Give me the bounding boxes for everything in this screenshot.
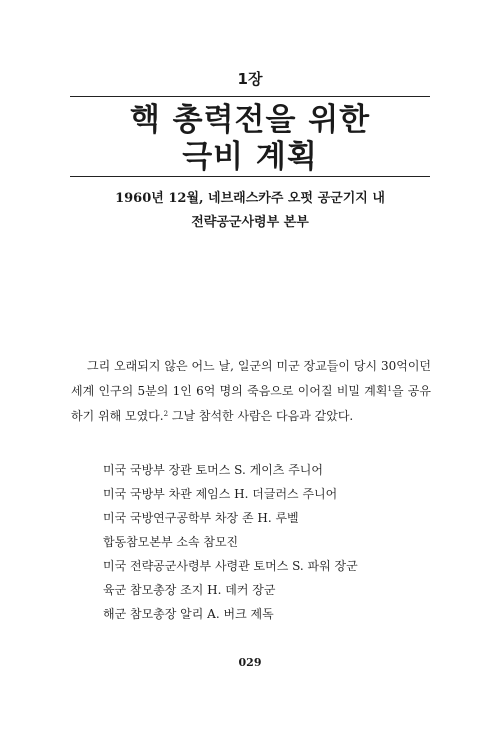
body-text-part1: 그리 오래되지 않은 어느 날, 일군의 미군 장교들이 당시 30억이던 세계 인구의 5분의 1인 6억 명의 죽음으로 이어질 비밀 계획 — [71, 359, 431, 398]
footnote-marker-2: 2 — [163, 410, 169, 418]
list-item: 합동참모본부 소속 참모진 — [103, 535, 239, 549]
chapter-label: 1장 — [237, 70, 263, 88]
chapter-title-line1: 핵 총력전을 위한 — [129, 102, 371, 138]
list-item: 미국 전략공군사령부 사령관 토머스 S. 파워 장군 — [103, 559, 358, 573]
chapter-title-rule-bottom — [70, 176, 430, 177]
chapter-title-rule-top — [70, 96, 430, 97]
page-number: 029 — [238, 656, 262, 669]
setting-line2: 전략공군사령부 본부 — [191, 215, 309, 230]
setting-line1: 1960년 12월, 네브래스카주 오펏 공군기지 내 — [115, 191, 385, 206]
chapter-title — [0, 102, 500, 176]
setting-subtitle — [0, 187, 500, 235]
attendee-list — [103, 458, 433, 626]
chapter-title-line2: 극비 계획 — [182, 139, 318, 175]
body-text-part3: 그날 참석한 사람은 다음과 같았다. — [168, 409, 354, 423]
footnote-marker-1: 1 — [387, 385, 392, 393]
body-text-part2: 을 공유하기 위해 모였다. — [71, 384, 431, 423]
list-item: 미국 국방연구공학부 차장 존 H. 루벨 — [103, 511, 299, 525]
list-item: 미국 국방부 장관 토머스 S. 게이츠 주니어 — [103, 463, 323, 477]
list-item: 육군 참모총장 조지 H. 데커 장군 — [103, 583, 276, 597]
body-paragraph — [71, 354, 431, 429]
list-item: 해군 참모총장 알리 A. 버크 제독 — [103, 607, 274, 621]
list-item: 미국 국방부 차관 제임스 H. 더글러스 주니어 — [103, 487, 338, 501]
